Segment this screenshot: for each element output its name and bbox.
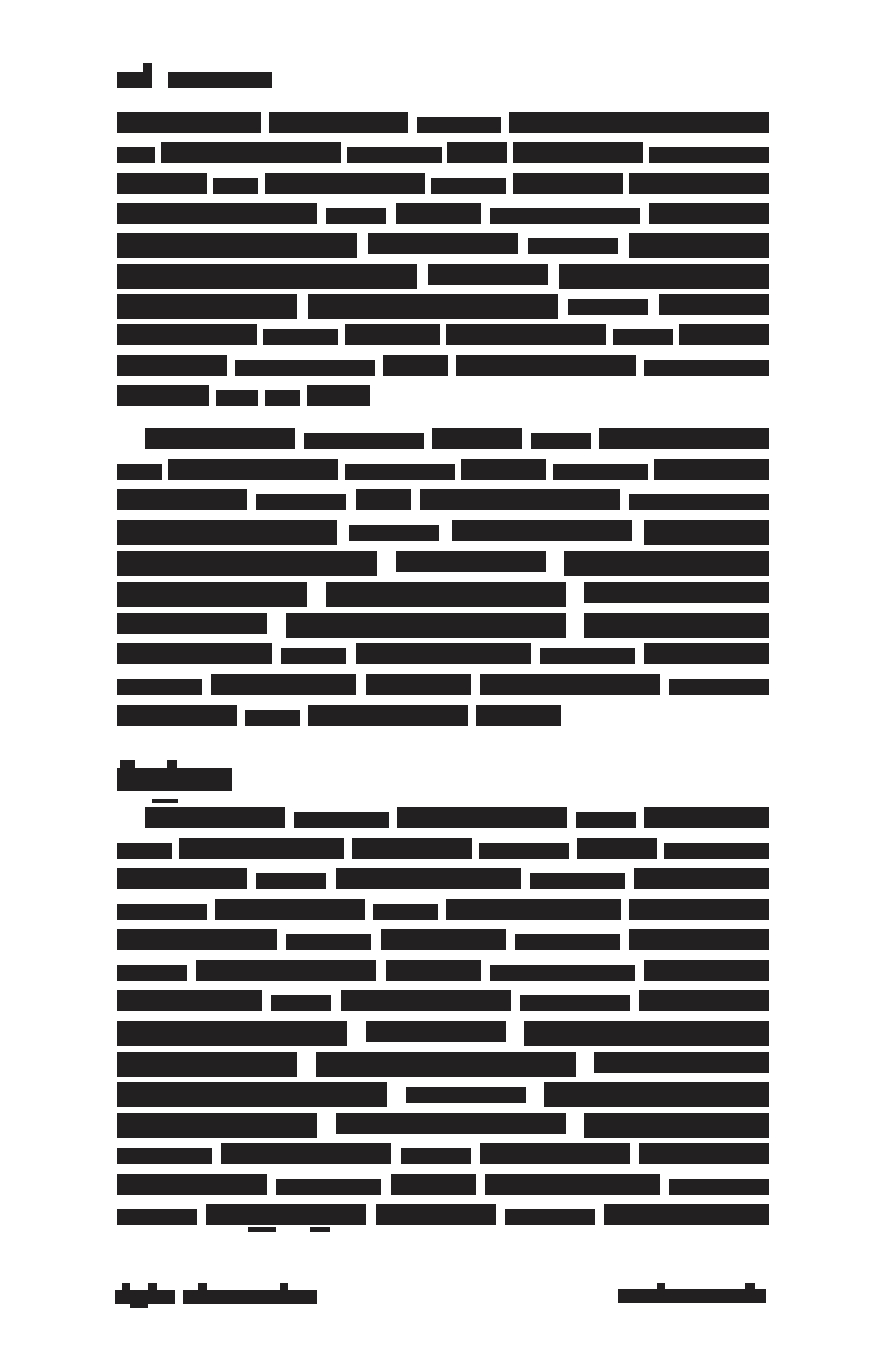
illegible-word-block <box>391 1174 476 1195</box>
illegible-word-block <box>490 965 635 981</box>
illegible-word-block <box>629 929 769 950</box>
illegible-word-block <box>347 147 442 163</box>
illegible-word-block <box>117 147 155 163</box>
text-line <box>117 551 769 578</box>
illegible-word-block <box>664 843 769 859</box>
illegible-word-block <box>513 142 643 163</box>
illegible-word-block <box>639 1143 769 1164</box>
text-line <box>117 112 769 139</box>
illegible-word-block <box>613 329 673 345</box>
text-line <box>618 1289 766 1316</box>
illegible-word-block <box>211 674 356 695</box>
illegible-word-block <box>599 428 769 449</box>
illegible-word-block <box>356 643 531 664</box>
illegible-word-block <box>531 433 591 449</box>
illegible-word-block <box>307 385 370 406</box>
illegible-word-block <box>376 1204 496 1225</box>
illegible-word-block <box>117 679 202 695</box>
illegible-word-block <box>179 838 344 859</box>
illegible-word-block <box>461 459 546 480</box>
ink-fragment <box>152 799 178 803</box>
illegible-word-block <box>366 674 471 695</box>
illegible-word-block <box>406 1087 526 1103</box>
illegible-word-block <box>115 1290 175 1304</box>
text-line <box>117 72 272 99</box>
illegible-word-block <box>216 390 258 406</box>
illegible-word-block <box>594 1052 769 1073</box>
text-line <box>117 385 769 412</box>
illegible-word-block <box>490 208 640 224</box>
text-line <box>117 674 769 701</box>
illegible-word-block <box>577 838 657 859</box>
illegible-word-block <box>183 1290 317 1304</box>
illegible-word-block <box>117 1174 267 1195</box>
illegible-word-block <box>447 142 507 163</box>
illegible-word-block <box>644 360 769 376</box>
illegible-word-block <box>145 428 295 449</box>
illegible-word-block <box>524 1021 769 1046</box>
illegible-word-block <box>568 299 648 315</box>
illegible-word-block <box>401 1148 471 1164</box>
illegible-word-block <box>386 960 481 981</box>
text-line <box>117 264 769 291</box>
text-line <box>117 1082 769 1109</box>
illegible-word-block <box>505 1209 595 1225</box>
illegible-word-block <box>117 112 261 133</box>
illegible-word-block <box>286 613 566 638</box>
text-line <box>117 990 769 1017</box>
illegible-word-block <box>336 1113 566 1134</box>
illegible-word-block <box>269 112 408 133</box>
illegible-word-block <box>396 203 481 224</box>
illegible-word-block <box>161 142 341 163</box>
illegible-word-block <box>117 264 417 289</box>
illegible-word-block <box>281 648 346 664</box>
illegible-word-block <box>649 147 769 163</box>
illegible-word-block <box>117 1113 317 1138</box>
ink-fragment <box>120 760 135 768</box>
illegible-word-block <box>117 294 297 319</box>
illegible-word-block <box>294 812 389 828</box>
illegible-word-block <box>584 613 769 638</box>
illegible-word-block <box>263 329 338 345</box>
ink-fragment <box>122 1283 130 1290</box>
illegible-word-block <box>117 520 337 545</box>
illegible-word-block <box>117 173 207 194</box>
illegible-word-block <box>308 294 558 319</box>
text-line <box>117 1113 769 1140</box>
illegible-word-block <box>117 1209 197 1225</box>
illegible-word-block <box>446 899 621 920</box>
illegible-word-block <box>480 1143 630 1164</box>
illegible-word-block <box>480 674 660 695</box>
text-line <box>145 807 769 834</box>
ink-fragment <box>657 1283 665 1289</box>
text-line <box>117 1021 769 1048</box>
illegible-word-block <box>326 582 566 607</box>
illegible-word-block <box>271 995 331 1011</box>
illegible-word-block <box>432 428 522 449</box>
text-line <box>117 1143 769 1170</box>
illegible-word-block <box>368 233 518 254</box>
illegible-word-block <box>629 494 769 510</box>
illegible-word-block <box>117 582 307 607</box>
illegible-word-block <box>345 324 440 345</box>
illegible-word-block <box>326 208 386 224</box>
text-line <box>117 929 769 956</box>
illegible-word-block <box>528 238 618 254</box>
illegible-word-block <box>336 868 521 889</box>
text-line <box>145 428 769 455</box>
text-line <box>117 233 769 260</box>
text-line <box>117 960 769 987</box>
illegible-word-block <box>428 264 548 285</box>
illegible-word-block <box>366 1021 506 1042</box>
text-line <box>117 1174 769 1201</box>
illegible-word-block <box>349 525 439 541</box>
illegible-word-block <box>559 264 769 289</box>
illegible-word-block <box>117 233 357 258</box>
text-line <box>117 768 232 795</box>
illegible-word-block <box>235 360 375 376</box>
illegible-word-block <box>669 1179 769 1195</box>
illegible-word-block <box>383 355 448 376</box>
illegible-word-block <box>584 582 769 603</box>
illegible-word-block <box>256 873 326 889</box>
illegible-word-block <box>316 1052 576 1077</box>
illegible-word-block <box>654 459 769 480</box>
text-line <box>117 705 769 732</box>
illegible-word-block <box>117 551 377 576</box>
illegible-word-block <box>576 812 636 828</box>
illegible-word-block <box>117 705 237 726</box>
illegible-word-block <box>215 899 365 920</box>
illegible-word-block <box>679 324 769 345</box>
illegible-word-block <box>485 1174 660 1195</box>
illegible-word-block <box>644 807 769 828</box>
illegible-word-block <box>669 679 769 695</box>
ink-fragment <box>280 1283 288 1290</box>
illegible-word-block <box>308 705 468 726</box>
illegible-word-block <box>117 72 152 88</box>
illegible-word-block <box>265 390 300 406</box>
illegible-word-block <box>117 768 232 791</box>
illegible-word-block <box>431 178 506 194</box>
illegible-word-block <box>356 489 411 510</box>
illegible-word-block <box>276 1179 381 1195</box>
illegible-word-block <box>352 838 472 859</box>
illegible-word-block <box>117 1052 297 1077</box>
text-line <box>117 868 769 895</box>
illegible-word-block <box>117 489 247 510</box>
text-line <box>117 613 769 640</box>
illegible-word-block <box>634 868 769 889</box>
illegible-word-block <box>206 1204 366 1225</box>
illegible-word-block <box>117 385 209 406</box>
illegible-word-block <box>168 72 272 88</box>
illegible-word-block <box>649 203 769 224</box>
ink-fragment <box>148 1283 157 1290</box>
illegible-word-block <box>584 1113 769 1138</box>
illegible-word-block <box>117 990 262 1011</box>
illegible-word-block <box>530 873 625 889</box>
text-line <box>117 203 769 230</box>
illegible-word-block <box>117 324 257 345</box>
text-line <box>117 294 769 321</box>
illegible-word-block <box>456 355 636 376</box>
illegible-word-block <box>446 324 606 345</box>
text-line <box>117 838 769 865</box>
text-line <box>117 1204 769 1231</box>
illegible-word-block <box>117 355 227 376</box>
illegible-word-block <box>420 489 620 510</box>
illegible-word-block <box>644 643 769 664</box>
illegible-word-block <box>397 807 567 828</box>
illegible-word-block <box>145 807 285 828</box>
illegible-word-block <box>117 965 187 981</box>
illegible-word-block <box>544 1082 769 1107</box>
illegible-word-block <box>341 990 511 1011</box>
illegible-word-block <box>509 112 769 133</box>
illegible-word-block <box>117 1082 387 1107</box>
text-line <box>117 582 769 609</box>
illegible-word-block <box>564 551 769 576</box>
text-line <box>117 324 769 351</box>
illegible-word-block <box>221 1143 391 1164</box>
ink-fragment <box>167 760 177 768</box>
illegible-word-block <box>629 233 769 258</box>
illegible-word-block <box>117 1148 212 1164</box>
text-line <box>117 459 769 486</box>
illegible-word-block <box>117 904 207 920</box>
ink-fragment <box>198 1283 207 1290</box>
illegible-word-block <box>396 551 546 572</box>
illegible-word-block <box>117 929 277 950</box>
text-line <box>117 1052 769 1079</box>
illegible-word-block <box>639 990 769 1011</box>
illegible-word-block <box>345 464 455 480</box>
illegible-word-block <box>381 929 506 950</box>
illegible-word-block <box>117 868 247 889</box>
text-line <box>115 1290 317 1317</box>
illegible-word-block <box>117 464 162 480</box>
illegible-word-block <box>476 705 561 726</box>
illegible-word-block <box>117 1021 347 1046</box>
illegible-word-block <box>520 995 630 1011</box>
illegible-word-block <box>629 899 769 920</box>
illegible-word-block <box>304 433 424 449</box>
illegible-word-block <box>513 173 623 194</box>
text-line <box>117 899 769 926</box>
illegible-word-block <box>286 934 371 950</box>
text-line <box>117 643 769 670</box>
illegible-word-block <box>117 613 267 634</box>
illegible-word-block <box>452 520 632 541</box>
illegible-word-block <box>373 904 438 920</box>
illegible-word-block <box>213 178 258 194</box>
illegible-word-block <box>604 1204 769 1225</box>
ink-fragment <box>310 1227 330 1232</box>
illegible-word-block <box>245 710 300 726</box>
illegible-word-block <box>256 494 346 510</box>
ink-fragment <box>745 1283 755 1289</box>
illegible-word-block <box>629 173 769 194</box>
ink-fragment <box>143 63 152 73</box>
ink-fragment <box>130 1303 148 1308</box>
illegible-word-block <box>540 648 635 664</box>
illegible-word-block <box>417 117 501 133</box>
illegible-word-block <box>117 643 272 664</box>
text-line <box>117 520 769 547</box>
ink-fragment <box>248 1227 276 1232</box>
illegible-word-block <box>479 843 569 859</box>
illegible-word-block <box>168 459 338 480</box>
illegible-word-block <box>117 843 172 859</box>
illegible-word-block <box>659 294 769 315</box>
illegible-word-block <box>196 960 376 981</box>
text-line <box>117 173 769 200</box>
illegible-word-block <box>515 934 620 950</box>
text-line <box>117 142 769 169</box>
illegible-word-block <box>644 960 769 981</box>
illegible-word-block <box>265 173 425 194</box>
illegible-word-block <box>117 203 317 224</box>
text-line <box>117 355 769 382</box>
illegible-word-block <box>644 520 769 545</box>
illegible-word-block <box>618 1289 766 1303</box>
text-line <box>117 489 769 516</box>
illegible-word-block <box>553 464 648 480</box>
